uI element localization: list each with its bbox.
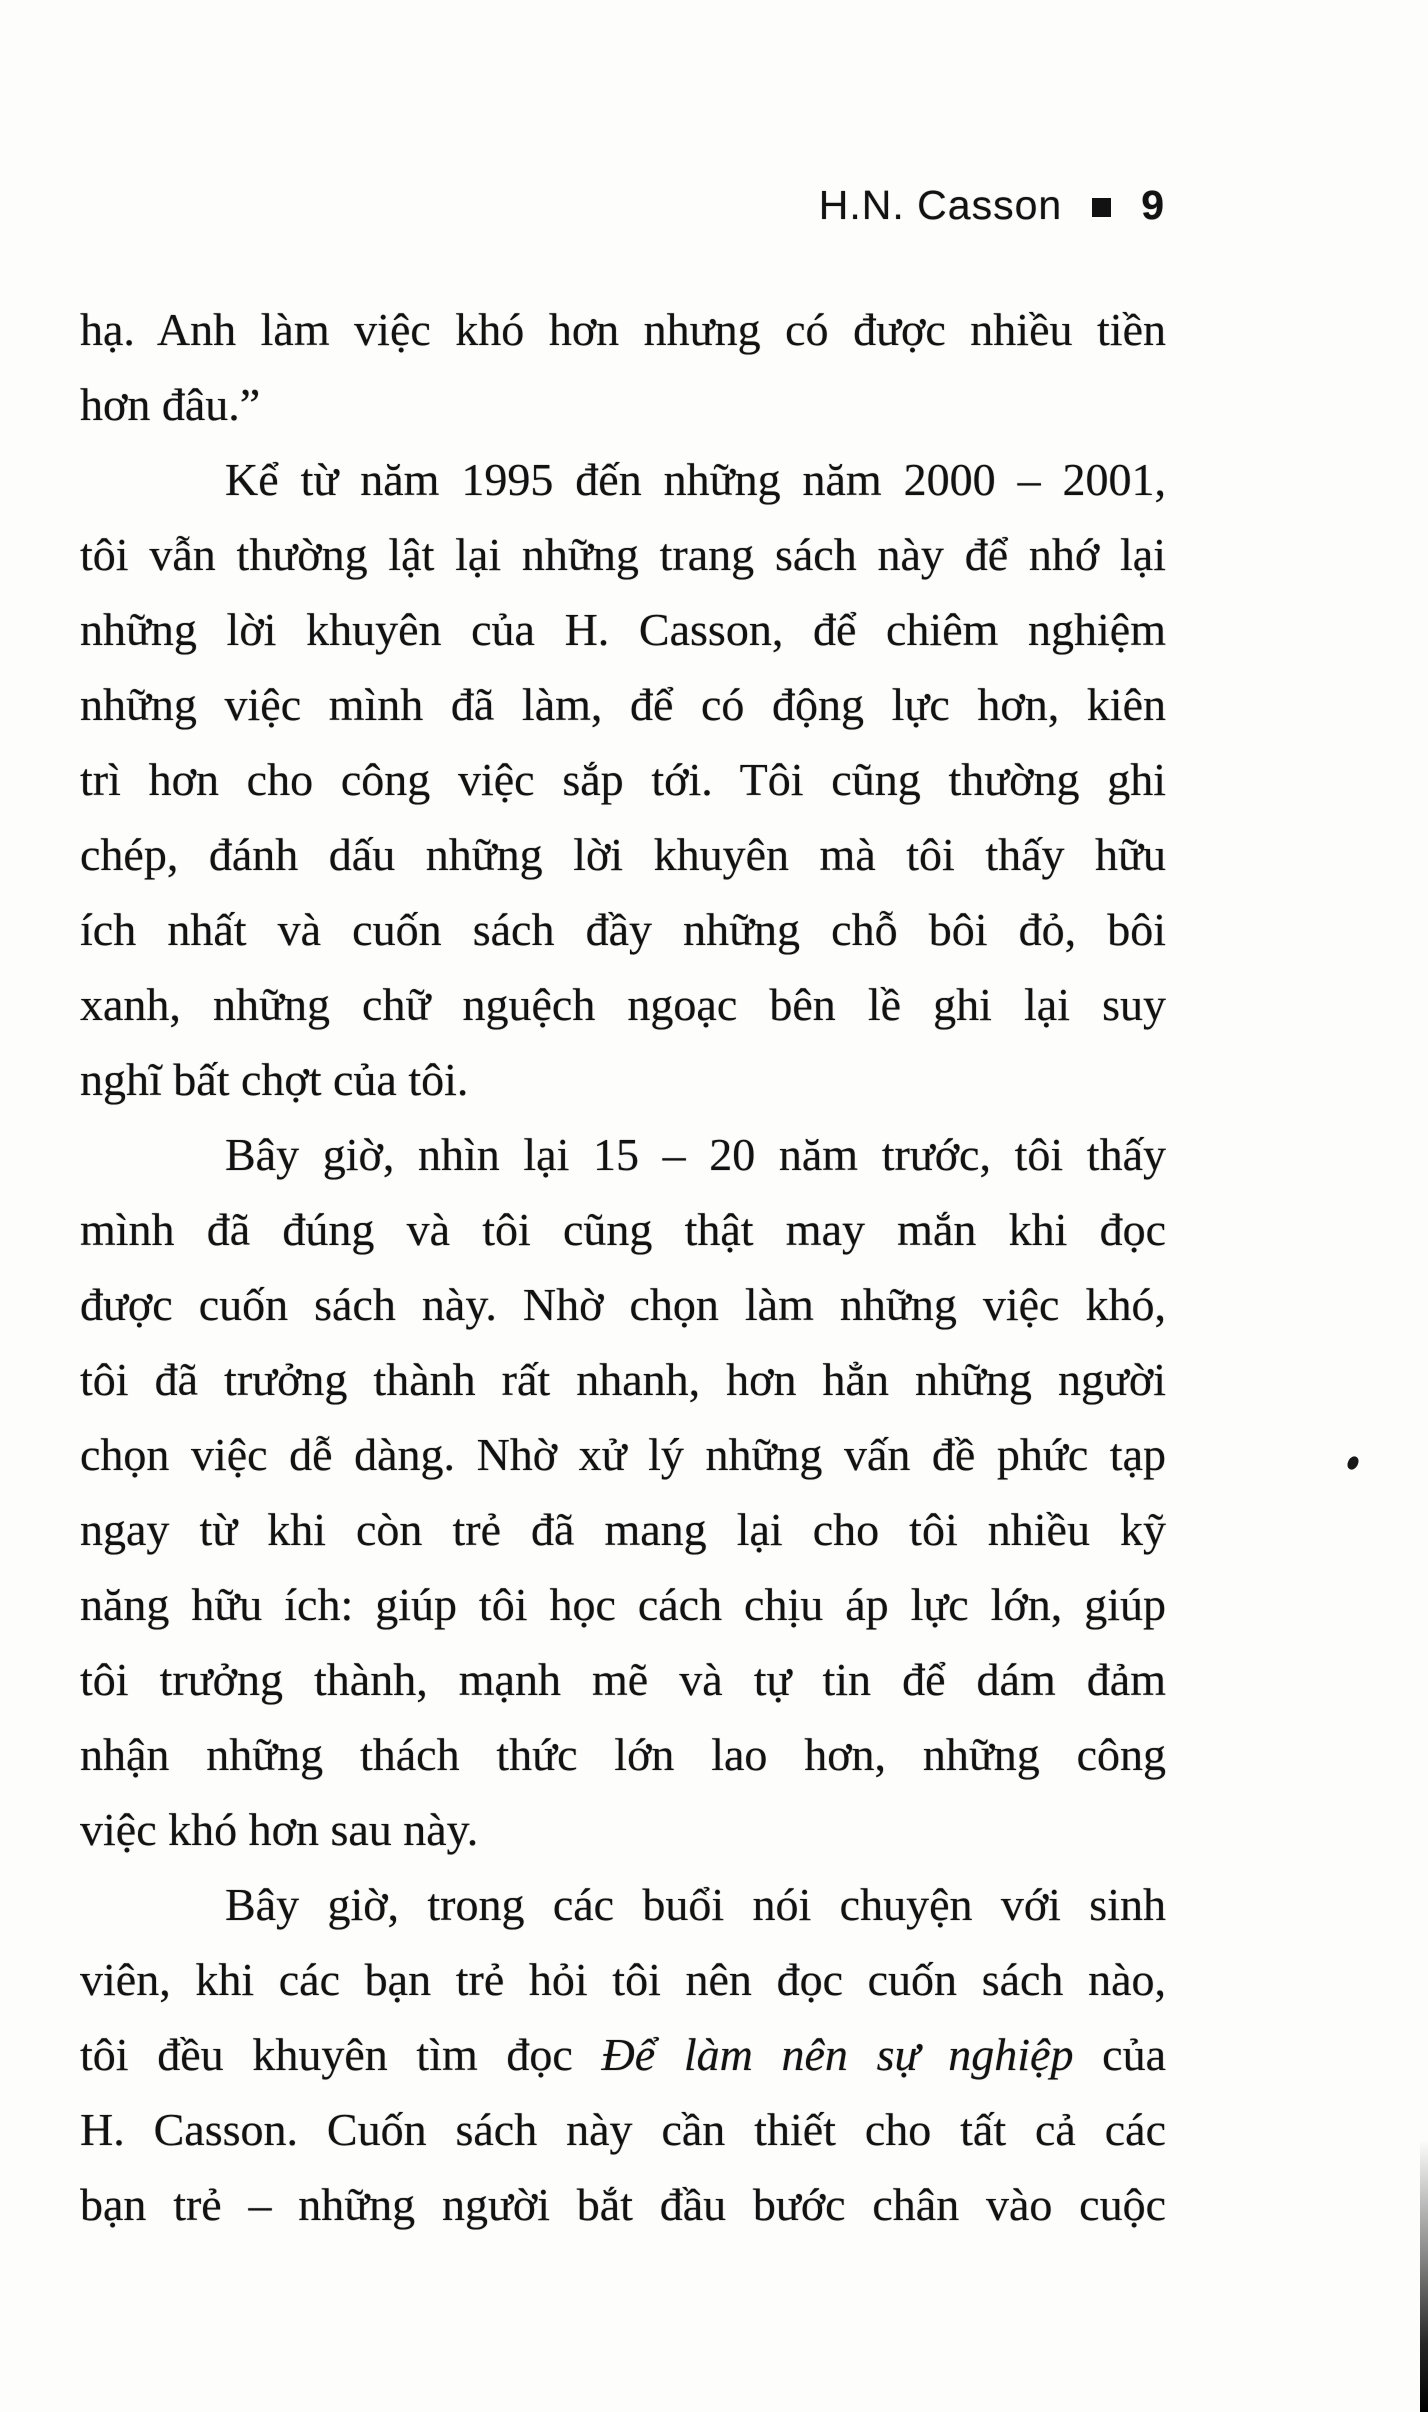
text-line [80, 667, 1166, 742]
text-line [80, 1717, 1166, 1792]
text-segment: Kể từ năm 1995 đến những năm 2000 – 2001, [225, 454, 1166, 505]
text-segment: của [1073, 2029, 1166, 2080]
ink-speck [1345, 1454, 1360, 1471]
text-line [80, 1042, 1166, 1117]
text-segment: mình đã đúng và tôi cũng thật may mắn khi đọc [80, 1204, 1166, 1255]
text-segment: hạ. Anh làm việc khó hơn nhưng có được nhiều tiền [80, 304, 1166, 355]
text-line [80, 1192, 1166, 1267]
text-segment: những lời khuyên của H. Casson, để chiêm nghiệm [80, 604, 1166, 655]
text-line [80, 2092, 1166, 2167]
text-segment: được cuốn sách này. Nhờ chọn làm những việc khó, [80, 1279, 1166, 1330]
text-segment: năng hữu ích: giúp tôi học cách chịu áp lực lớn, giúp [80, 1579, 1166, 1630]
text-segment: Bây giờ, trong các buổi nói chuyện với sinh [225, 1879, 1166, 1930]
text-segment: nhận những thách thức lớn lao hơn, những công [80, 1729, 1166, 1780]
text-segment: tôi đều khuyên tìm đọc [80, 2029, 602, 2080]
text-line [80, 1942, 1166, 2017]
text-segment: hơn đâu.” [80, 379, 261, 430]
running-header [819, 182, 1165, 229]
page-number: 9 [1141, 182, 1165, 228]
text-line [80, 1642, 1166, 1717]
text-line [80, 367, 1166, 442]
text-segment: xanh, những chữ nguệch ngoạc bên lề ghi lại suy [80, 979, 1166, 1030]
text-line [80, 892, 1166, 967]
page-body [80, 292, 1166, 2242]
text-segment: tôi trưởng thành, mạnh mẽ và tự tin để dám đảm [80, 1654, 1166, 1705]
text-line [80, 517, 1166, 592]
text-line [80, 967, 1166, 1042]
text-line [80, 1342, 1166, 1417]
text-segment: việc khó hơn sau này. [80, 1804, 479, 1855]
text-line [80, 442, 1166, 517]
text-line [80, 2167, 1166, 2242]
text-segment: H. Casson. Cuốn sách này cần thiết cho tất cả các [80, 2104, 1166, 2155]
text-line [80, 1867, 1166, 1942]
text-segment: viên, khi các bạn trẻ hỏi tôi nên đọc cuốn sách nào, [80, 1954, 1166, 2005]
text-line [80, 1792, 1166, 1867]
text-segment: trì hơn cho công việc sắp tới. Tôi cũng thường ghi [80, 754, 1166, 805]
text-line [80, 1117, 1166, 1192]
text-segment: nghĩ bất chợt của tôi. [80, 1054, 469, 1105]
square-bullet-icon [1092, 198, 1111, 217]
text-line [80, 1492, 1166, 1567]
text-segment: chép, đánh dấu những lời khuyên mà tôi thấy hữu [80, 829, 1166, 880]
text-line [80, 2017, 1166, 2092]
text-line [80, 1567, 1166, 1642]
text-line [80, 817, 1166, 892]
running-head-author: H.N. Casson [818, 182, 1063, 228]
text-line [80, 1417, 1166, 1492]
text-segment: ngay từ khi còn trẻ đã mang lại cho tôi nhiều kỹ [80, 1504, 1166, 1555]
text-segment: tôi vẫn thường lật lại những trang sách này để nhớ lại [80, 529, 1166, 580]
text-segment: những việc mình đã làm, để có động lực hơn, kiên [80, 679, 1166, 730]
text-segment: ích nhất và cuốn sách đầy những chỗ bôi đỏ, bôi [80, 904, 1166, 955]
text-segment: bạn trẻ – những người bắt đầu bước chân vào cuộc [80, 2179, 1166, 2230]
text-line [80, 742, 1166, 817]
text-line [80, 1267, 1166, 1342]
text-line [80, 592, 1166, 667]
scan-edge-artifact [1420, 2140, 1428, 2412]
text-segment: chọn việc dễ dàng. Nhờ xử lý những vấn đề phức tạp [80, 1429, 1166, 1480]
text-segment: tôi đã trưởng thành rất nhanh, hơn hẳn những người [80, 1354, 1166, 1405]
text-segment: Bây giờ, nhìn lại 15 – 20 năm trước, tôi thấy [225, 1129, 1166, 1180]
text-line [80, 292, 1166, 367]
book-title-italic: Để làm nên sự nghiệp [601, 2029, 1074, 2080]
